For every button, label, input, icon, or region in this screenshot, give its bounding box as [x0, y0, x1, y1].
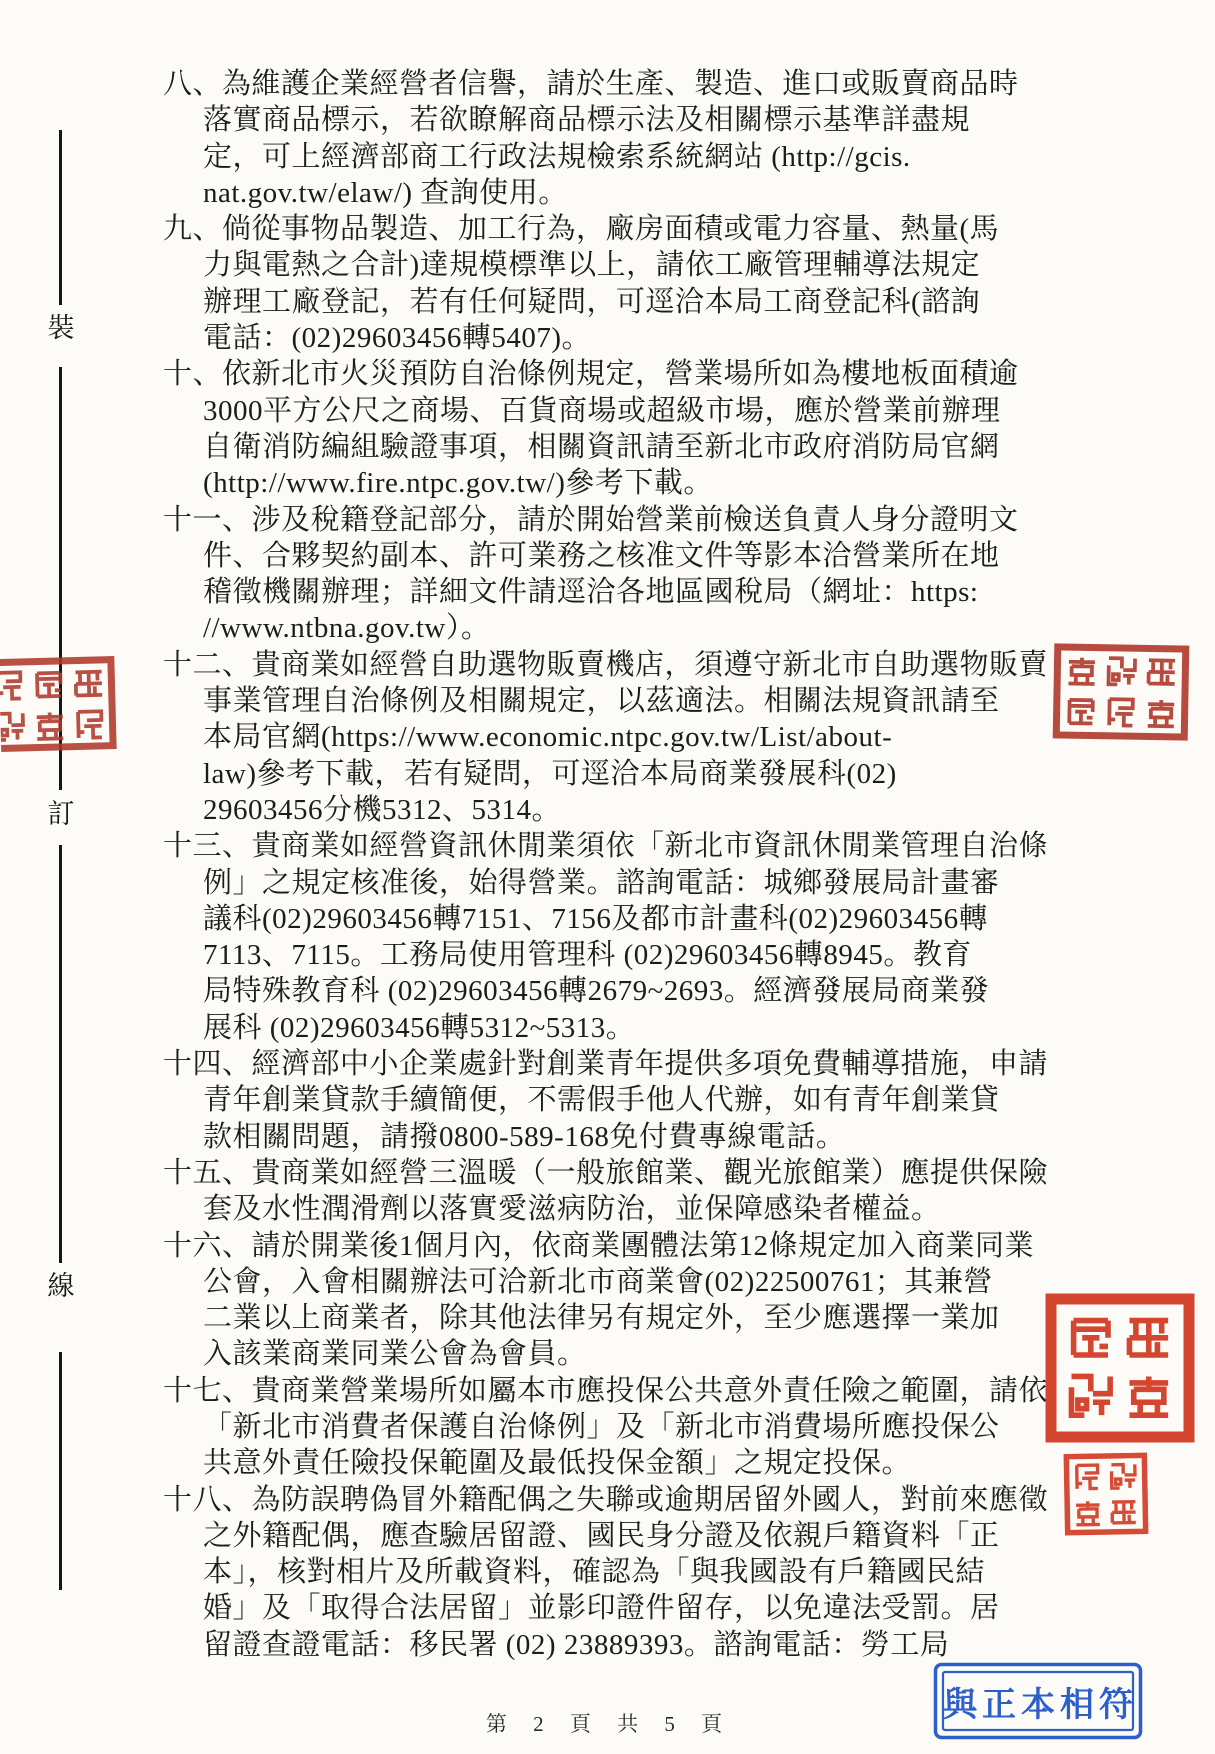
notice-line: 力與電熱之合計)達規模標準以上，請依工廠管理輔導法規定 [203, 249, 981, 282]
notice-line: 「新北市消費者保護自治條例」及「新北市消費場所應投保公 [203, 1410, 1000, 1443]
binding-line-segment [59, 845, 62, 1263]
notice-line: 十六、請於開業後1個月內，依商業團體法第12條規定加入商業同業 [163, 1229, 1035, 1262]
notice-line: 電話：(02)29603456轉5407)。 [203, 322, 591, 355]
notice-line: 稽徵機關辦理；詳細文件請逕洽各地區國稅局（網址：https: [203, 576, 979, 609]
notice-line: nat.gov.tw/elaw/) 查詢使用。 [203, 176, 568, 209]
notice-line: 入該業商業同業公會為會員。 [203, 1338, 587, 1371]
notice-line: (http://www.fire.ntpc.gov.tw/)參考下載。 [203, 467, 713, 500]
notice-line: //www.ntbna.gov.tw）。 [203, 612, 491, 645]
binding-mark-xian: 線 [47, 1271, 75, 1301]
notice-line: 留證查證電話：移民署 (02) 23889393。諮詢電話：勞工局 [203, 1628, 950, 1661]
notice-line: 十二、貴商業如經營自助選物販賣機店，須遵守新北市自助選物販賣 [163, 648, 1049, 681]
notice-line: 7113、7115。工務局使用管理科 (02)29603456轉8945。教育 [203, 939, 972, 972]
notice-line: 八、為維護企業經營者信譽，請於生產、製造、進口或販賣商品時 [163, 68, 1019, 100]
notice-line: 之外籍配偶，應查驗居留證、國民身分證及依親戶籍資料「正 [203, 1519, 1000, 1552]
notice-line: 十一、涉及稅籍登記部分，請於開始營業前檢送負責人身分證明文 [163, 503, 1019, 536]
notice-line: 套及水性潤滑劑以落實愛滋病防治，並保障感染者權益。 [203, 1193, 941, 1226]
binding-line-segment [59, 130, 62, 305]
notice-line: 本」，核對相片及所載資料，確認為「與我國設有戶籍國民結 [203, 1556, 986, 1589]
notice-line: 二業以上商業者，除其他法律另有規定外，至少應選擇一業加 [203, 1302, 1000, 1335]
perforation-seal-left [0, 654, 119, 753]
notice-line: 共意外責任險投保範圍及最低投保金額」之規定投保。 [203, 1447, 912, 1480]
notice-line: law)參考下載，若有疑問，可逕洽本局商業發展科(02) [203, 757, 897, 790]
binding-mark-ding: 訂 [47, 799, 75, 829]
notice-line: 婚」及「取得合法居留」並影印證件留存，以免違法受罰。居 [203, 1592, 1000, 1625]
certified-stamp-text: 與正本相符 [943, 1686, 1138, 1724]
notice-line: 議科(02)29603456轉7151、7156及都市計畫科(02)29603456轉 [203, 902, 989, 935]
notice-line: 十三、貴商業如經營資訊休閒業須依「新北市資訊休閒業管理自治條 [163, 830, 1049, 863]
notice-line: 青年創業貸款手續簡便，不需假手他人代辦，如有青年創業貸 [203, 1084, 1000, 1117]
notice-line: 件、合夥契約副本、許可業務之核准文件等影本洽營業所在地 [203, 539, 1000, 572]
notice-line: 展科 (02)29603456轉5312~5313。 [203, 1011, 636, 1044]
notice-line: 局特殊教育科 (02)29603456轉2679~2693。經濟發展局商業發 [203, 975, 990, 1008]
page-number-footer: 第 2 頁 共 5 頁 [485, 1712, 730, 1736]
notice-line: 事業管理自治條例及相關規定，以茲適法。相關法規資訊請至 [203, 685, 1000, 718]
notice-line: 十五、貴商業如經營三溫暖（一般旅館業、觀光旅館業）應提供保險 [163, 1156, 1049, 1189]
notice-line: 款相關問題，請撥0800-589-168免付費專線電話。 [203, 1120, 846, 1153]
perforation-seal-right [1052, 643, 1190, 741]
notice-line: 落實商品標示，若欲瞭解商品標示法及相關標示基準詳盡規 [203, 104, 971, 137]
notice-line: 例」之規定核准後，始得營業。諮詢電話：城鄉發展局計畫審 [203, 866, 1000, 899]
notice-line: 十七、貴商業營業場所如屬本市應投保公共意外責任險之範圍，請依 [163, 1374, 1049, 1407]
notice-line: 定，可上經濟部商工行政法規檢索系統網站 (http://gcis. [203, 140, 911, 173]
binding-mark-zhuang: 裝 [47, 313, 75, 343]
notice-line: 十八、為防誤聘偽冒外籍配偶之失聯或逾期居留外國人，對前來應徵 [163, 1483, 1049, 1516]
name-seal [1063, 1452, 1148, 1535]
notice-line: 十四、經濟部中小企業處針對創業青年提供多項免費輔導措施，申請 [163, 1048, 1049, 1081]
notice-line: 辦理工廠登記，若有任何疑問，可逕洽本局工商登記科(諮詢 [203, 285, 981, 318]
notice-line: 3000平方公尺之商場、百貨商場或超級市場，應於營業前辦理 [203, 394, 1001, 427]
notice-line: 本局官網(https://www.economic.ntpc.gov.tw/List/about- [203, 721, 893, 754]
notice-line: 九、倘從事物品製造、加工行為，廠房面積或電力容量、熱量(馬 [163, 213, 1000, 246]
notice-line: 十、依新北市火災預防自治條例規定，營業場所如為樓地板面積逾 [163, 358, 1019, 391]
binding-line-segment [59, 1352, 62, 1590]
notice-list [163, 66, 1048, 1663]
notice-line: 自衛消防編組驗證事項，相關資訊請至新北市政府消防局官網 [203, 430, 1000, 463]
company-seal [1045, 1293, 1195, 1443]
notice-line: 公會，入會相關辦法可洽新北市商業會(02)22500761；其兼營 [203, 1265, 993, 1298]
notice-line: 29603456分機5312、5314。 [203, 793, 562, 826]
